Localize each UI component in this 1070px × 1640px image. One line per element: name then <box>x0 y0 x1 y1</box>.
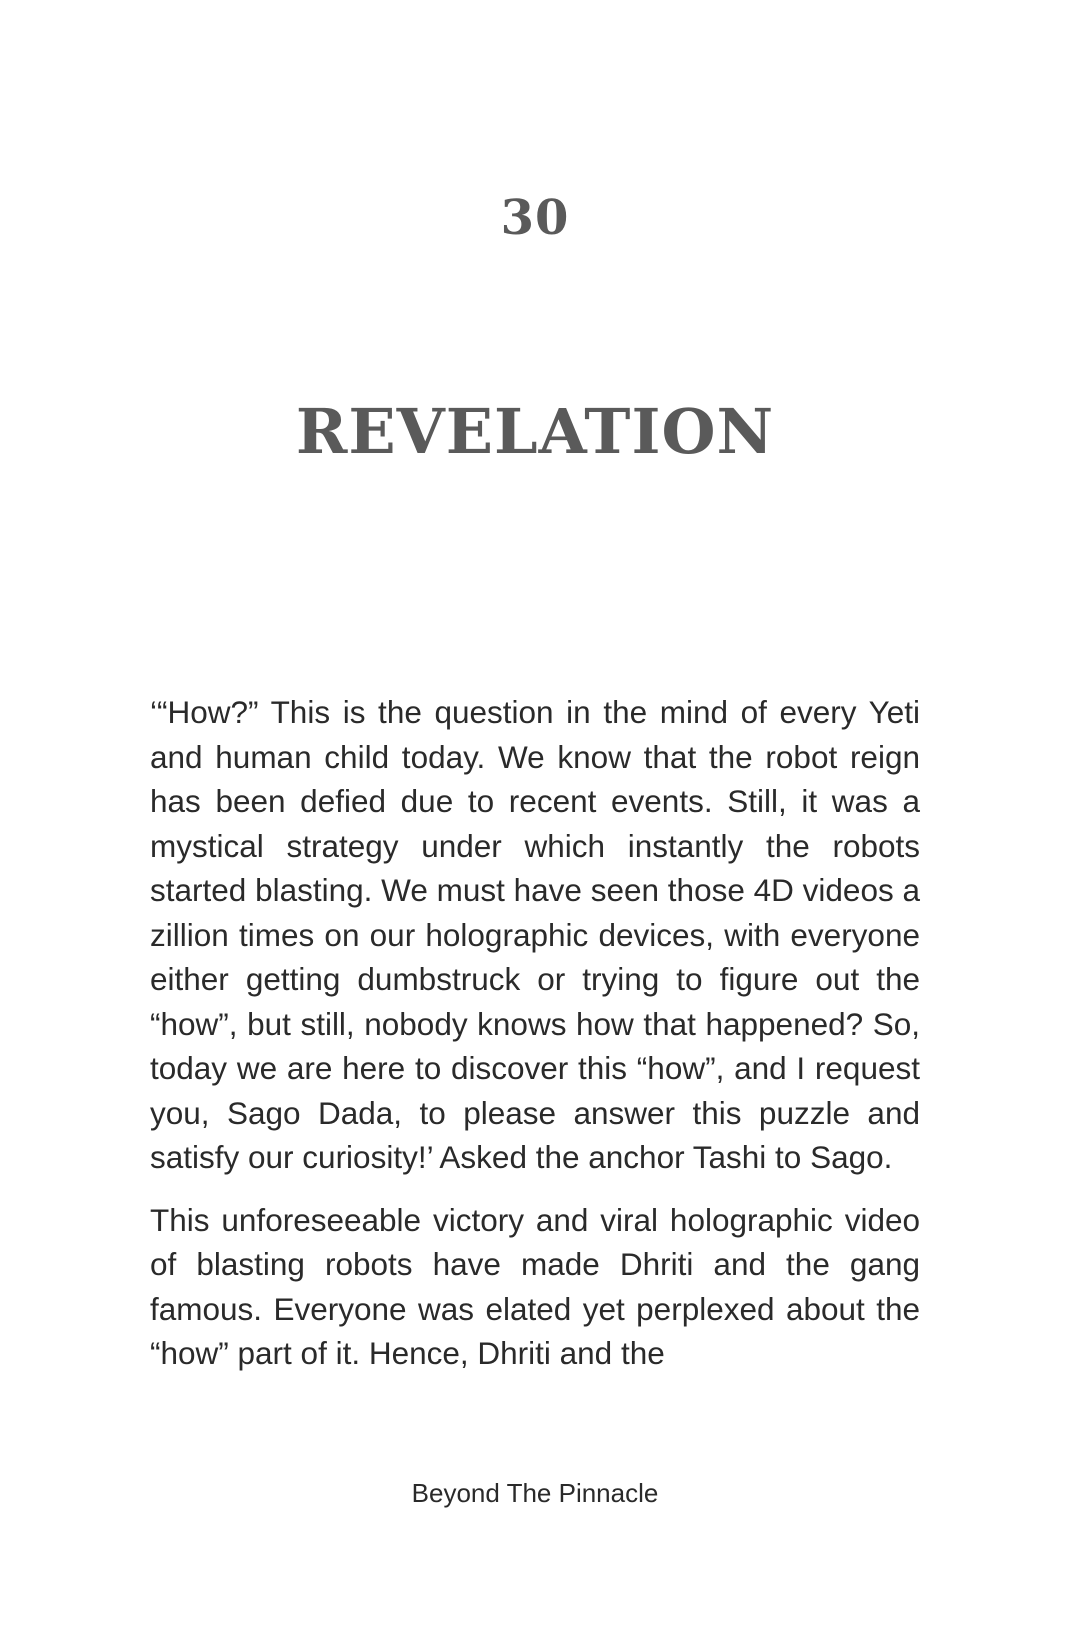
chapter-number: 30 <box>500 190 570 246</box>
chapter-title: REVELATION <box>295 395 775 468</box>
chapter-body <box>150 690 920 1394</box>
running-footer: Beyond The Pinnacle <box>411 1478 659 1508</box>
paragraph: ‘“How?” This is the question in the mind of every Yeti and human child today. We know that the robot reign has been defied due to recent events. Still, it was a mystical strategy under which instantly the robots started blasting. We must have seen those 4D videos a zillion times on our holographic devices, with everyone either getting dumbstruck or trying to figure out the “how”, but still, nobody knows how that happened? So, today we are here to discover this “how”, and I request you, Sago Dada, to please answer this puzzle and satisfy our curiosity!’ Asked the anchor Tashi to Sago. <box>150 694 920 1175</box>
paragraph: This unforeseeable victory and viral holographic video of blasting robots have made Dhriti and the gang famous. Everyone was elated yet perplexed about the “how” part of it. Hence, Dhriti and the <box>150 1201 920 1371</box>
